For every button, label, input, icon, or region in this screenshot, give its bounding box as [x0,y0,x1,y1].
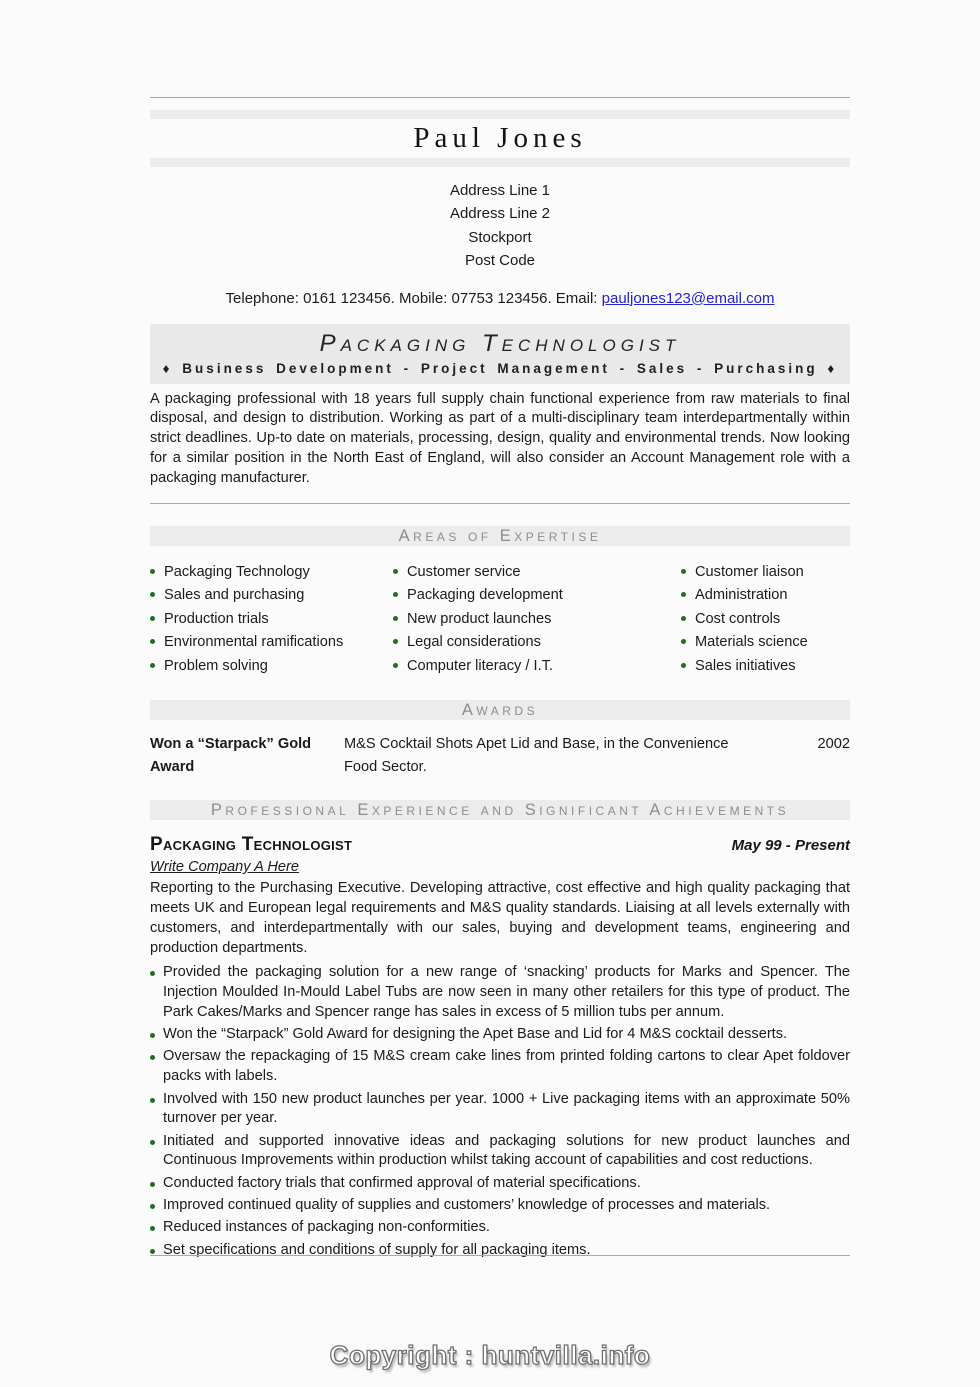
bullet-icon [681,592,686,597]
email-link[interactable]: pauljones123@email.com [601,289,775,307]
summary-divider [150,503,850,504]
expertise-column-3 [681,561,850,679]
job-bullet [150,963,850,1022]
bullet-icon [150,971,155,976]
job-bullet [150,1025,850,1045]
bottom-divider [150,1255,850,1256]
expertise-column-1 [150,561,393,679]
expertise-item [681,655,850,679]
bullet-icon [393,663,398,668]
header-bar-top [150,110,850,119]
section-heading-expertise: Areas of Expertise [150,526,850,546]
job-bullet-text: Conducted factory trials that confirmed approval of material specifications. [163,1174,641,1191]
job-bullet [150,1090,850,1130]
bullet-icon [393,616,398,621]
job-bullet-text: Won the “Starpack” Gold Award for designing the Apet Base and Lid for 4 M&S cocktail desserts. [163,1026,788,1043]
bullet-icon [150,1098,155,1103]
award-year: 2002 [817,736,850,753]
job-bullet [150,1132,850,1172]
bullet-icon [393,569,398,574]
bullet-icon [150,616,155,621]
expertise-grid [150,561,850,679]
job-entry [150,834,850,1260]
section-heading-experience: Professional Experience and Significant Achievements [150,800,850,820]
address-line: Post Code [464,252,536,270]
headline-block [150,324,850,384]
job-bullet-text: Provided the packaging solution for a new range of ‘snacking’ products for Marks and Spencer. The Injection Moulded In-Mould Label Tubs are now seen in many other retailers for this type of product. The Park Cakes/Marks and Spencer range has sales in excess of 5 million tubs per annum. [163,964,850,1020]
address-block [150,179,850,273]
bullet-icon [681,663,686,668]
expertise-item [393,631,681,655]
expertise-item [150,584,393,608]
expertise-item-label: New product launches [407,610,552,627]
section-heading-awards: Awards [150,700,850,720]
job-bullet [150,1241,850,1261]
award-title: Won a “Starpack” Gold Award [150,736,312,775]
expertise-item-label: Materials science [695,634,808,651]
expertise-item [681,608,850,632]
award-entry [150,733,850,778]
bullet-icon [150,1249,155,1254]
top-divider [150,97,850,98]
address-line: Stockport [468,228,532,246]
address-line: Address Line 1 [449,182,551,199]
bullet-icon [150,569,155,574]
header-bar-bottom [150,158,850,167]
bullet-icon [393,592,398,597]
contact-line [150,290,850,307]
award-description: M&S Cocktail Shots Apet Lid and Base, in the Convenience Food Sector. [344,736,729,775]
bullet-icon [150,1226,155,1231]
bullet-icon [150,592,155,597]
job-intro: Reporting to the Purchasing Executive. Developing attractive, cost effective and high quality packaging that meets UK and European legal requirements and M&S quality standards. Liaising at all levels externally with customers, and interdepartmentally with our sales, buying and development teams, engineering and production departments. [150,880,850,956]
expertise-item [393,561,681,585]
address-line: Address Line 2 [449,205,551,223]
expertise-item [150,608,393,632]
job-bullet-text: Improved continued quality of supplies and customers’ knowledge of processes and materials. [163,1197,771,1214]
expertise-item [150,631,393,655]
job-bullet-list [150,963,850,1260]
expertise-item-label: Customer liaison [695,563,804,580]
expertise-item-label: Sales and purchasing [164,587,305,604]
expertise-item-label: Environmental ramifications [164,634,344,651]
expertise-item-label: Problem solving [164,657,268,674]
job-header [150,834,850,856]
candidate-name: Paul Jones [413,122,587,154]
headline-title: Packaging Technologist [319,329,681,357]
expertise-item-label: Cost controls [695,610,781,627]
contact-text: Telephone: 0161 123456. Mobile: 07753 123456. Email: [225,289,602,307]
expertise-item-label: Administration [695,587,788,604]
expertise-item [150,561,393,585]
expertise-item [393,584,681,608]
expertise-item [393,655,681,679]
bullet-icon [150,1182,155,1187]
company-placeholder: Write Company A Here [150,859,299,876]
expertise-item-label: Packaging Technology [164,563,310,580]
watermark: Copyright : huntvilla.info [329,1340,651,1370]
expertise-item-label: Legal considerations [407,634,541,651]
job-title: Packaging Technologist [150,834,353,856]
expertise-item-label: Computer literacy / I.T. [407,657,553,674]
expertise-item [393,608,681,632]
job-bullet-text: Oversaw the repackaging of 15 M&S cream cake lines from printed folding cartons to clear Apet foldover packs with labels. [163,1048,850,1085]
job-bullet [150,1174,850,1194]
expertise-item-label: Sales initiatives [695,657,796,674]
expertise-item [681,561,850,585]
headline-subtitle: ♦ Business Development - Project Management - Sales - Purchasing ♦ [162,360,838,376]
job-bullet-text: Initiated and supported innovative ideas and packaging solutions for new product launches and Continuous Improvements within production whilst taking account of capabilities and cost reductions. [163,1132,850,1169]
bullet-icon [150,1204,155,1209]
job-dates: May 99 - Present [731,837,850,855]
profile-summary: A packaging professional with 18 years full supply chain functional experience from raw materials to final disposal, and design to distribution. Working as part of a multi-disciplinary team interdepartmentally within strict deadlines. Up-to date on materials, processing, design, quality and environmental trends. Now looking for a similar position in the North East of England, will also consider an Account Management role with a packaging manufacturer. [150,390,850,486]
job-bullet-text: Involved with 150 new product launches per year. 1000 + Live packaging items with an approximate 50% turnover per year. [163,1090,850,1127]
resume-page [150,0,850,1260]
job-bullet-text: Reduced instances of packaging non-conformities. [163,1219,490,1236]
expertise-item-label: Customer service [407,563,521,580]
bullet-icon [393,639,398,644]
expertise-item [150,655,393,679]
bullet-icon [150,1140,155,1145]
job-bullet [150,1047,850,1087]
job-bullet-text: Set specifications and conditions of supply for all packaging items. [163,1241,591,1258]
bullet-icon [681,616,686,621]
bullet-icon [150,1033,155,1038]
expertise-item-label: Packaging development [407,587,563,604]
bullet-icon [681,569,686,574]
bullet-icon [150,1055,155,1060]
expertise-column-2 [393,561,681,679]
job-bullet [150,1196,850,1216]
bullet-icon [150,663,155,668]
expertise-item-label: Production trials [164,610,269,627]
expertise-item [681,584,850,608]
expertise-item [681,631,850,655]
job-bullet [150,1218,850,1238]
bullet-icon [150,639,155,644]
bullet-icon [681,639,686,644]
